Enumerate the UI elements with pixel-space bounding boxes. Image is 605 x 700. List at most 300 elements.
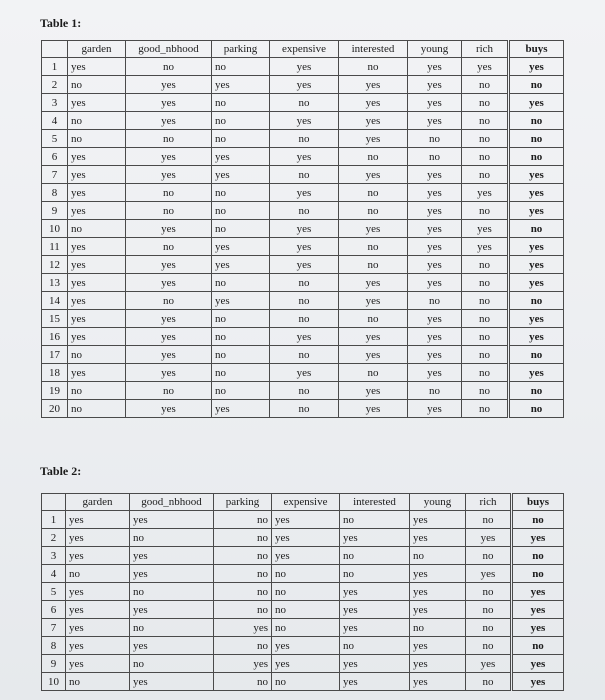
garden-cell: yes [66,529,130,547]
buys-cell: yes [509,166,564,184]
parking-cell: no [214,547,272,565]
expensive-cell: no [270,166,339,184]
interested-cell: yes [339,274,408,292]
garden-cell: yes [66,583,130,601]
young-cell: yes [408,58,462,76]
good-nbhood-cell: no [126,382,212,400]
young-cell: yes [408,274,462,292]
expensive-cell: yes [272,547,340,565]
expensive-cell: yes [270,328,339,346]
rich-cell: no [462,292,509,310]
row-index: 3 [42,547,66,565]
buys-cell: no [509,130,564,148]
rich-cell: no [462,274,509,292]
table-row [42,238,564,256]
good-nbhood-cell: yes [126,94,212,112]
table-row [42,655,564,673]
interested-cell: no [339,184,408,202]
buys-cell: no [512,637,564,655]
interested-cell: yes [340,619,410,637]
table-row [42,601,564,619]
rich-cell: no [466,547,512,565]
rich-cell: no [466,619,512,637]
garden-cell: yes [68,166,126,184]
young-cell: yes [408,310,462,328]
expensive-cell: yes [270,76,339,94]
buys-cell: no [512,547,564,565]
parking-cell: no [212,346,270,364]
expensive-cell: no [270,346,339,364]
rich-cell: no [462,328,509,346]
garden-cell: no [68,130,126,148]
expensive-cell: no [270,274,339,292]
buys-cell: no [509,400,564,418]
young-cell: yes [410,637,466,655]
rich-cell: no [462,256,509,274]
row-index: 14 [42,292,68,310]
parking-cell: no [212,328,270,346]
interested-cell: no [339,238,408,256]
table-row [42,637,564,655]
header-rich: rich [462,41,509,58]
interested-cell: yes [339,130,408,148]
interested-cell: no [339,310,408,328]
parking-cell: no [212,202,270,220]
parking-cell: no [212,112,270,130]
young-cell: yes [408,94,462,112]
table-row [42,112,564,130]
table-row [42,310,564,328]
buys-cell: yes [509,202,564,220]
table-row [42,346,564,364]
parking-cell: no [212,94,270,112]
row-index: 9 [42,655,66,673]
expensive-cell: no [270,202,339,220]
expensive-cell: no [270,400,339,418]
buys-cell: yes [509,274,564,292]
rich-cell: yes [466,529,512,547]
young-cell: yes [408,112,462,130]
good-nbhood-cell: yes [130,565,214,583]
rich-cell: no [462,94,509,112]
garden-cell: no [66,565,130,583]
good-nbhood-cell: no [126,292,212,310]
young-cell: yes [410,601,466,619]
header-buys: buys [509,41,564,58]
young-cell: yes [408,202,462,220]
young-cell: yes [410,511,466,529]
interested-cell: yes [340,583,410,601]
row-index: 1 [42,58,68,76]
table-1-header-row [42,41,564,58]
parking-cell: yes [212,256,270,274]
interested-cell: yes [339,220,408,238]
garden-cell: yes [68,364,126,382]
row-index: 10 [42,673,66,691]
parking-cell: yes [212,400,270,418]
table-row [42,184,564,202]
young-cell: yes [408,328,462,346]
garden-cell: yes [68,202,126,220]
young-cell: no [410,619,466,637]
interested-cell: yes [339,112,408,130]
young-cell: yes [410,529,466,547]
buys-cell: yes [509,310,564,328]
row-index: 7 [42,166,68,184]
table-row [42,364,564,382]
row-index: 9 [42,202,68,220]
garden-cell: yes [68,58,126,76]
table-row [42,94,564,112]
garden-cell: yes [68,256,126,274]
garden-cell: no [66,673,130,691]
expensive-cell: no [270,292,339,310]
table-1 [41,40,564,418]
table-2-header-row [42,494,564,511]
parking-cell: no [212,382,270,400]
table-row [42,292,564,310]
row-index: 20 [42,400,68,418]
expensive-cell: no [270,310,339,328]
garden-cell: yes [66,619,130,637]
good-nbhood-cell: no [130,619,214,637]
parking-cell: yes [214,655,272,673]
row-index: 11 [42,238,68,256]
young-cell: yes [408,76,462,94]
good-nbhood-cell: no [126,130,212,148]
interested-cell: yes [340,655,410,673]
young-cell: yes [408,238,462,256]
row-index: 3 [42,94,68,112]
buys-cell: yes [512,529,564,547]
young-cell: no [408,148,462,166]
garden-cell: yes [66,637,130,655]
expensive-cell: no [272,619,340,637]
row-index: 4 [42,565,66,583]
rich-cell: no [462,382,509,400]
young-cell: yes [408,400,462,418]
good-nbhood-cell: yes [126,364,212,382]
expensive-cell: yes [270,256,339,274]
young-cell: yes [408,256,462,274]
buys-cell: yes [512,619,564,637]
garden-cell: no [68,346,126,364]
rich-cell: no [462,130,509,148]
young-cell: yes [410,673,466,691]
interested-cell: yes [340,601,410,619]
interested-cell: yes [339,76,408,94]
interested-cell: no [339,148,408,166]
parking-cell: no [212,220,270,238]
garden-cell: no [68,220,126,238]
expensive-cell: no [270,94,339,112]
expensive-cell: no [272,601,340,619]
table-row [42,166,564,184]
row-index: 10 [42,220,68,238]
row-index: 15 [42,310,68,328]
table-row [42,547,564,565]
rich-cell: yes [462,220,509,238]
expensive-cell: no [272,673,340,691]
rich-cell: no [462,400,509,418]
interested-cell: no [340,547,410,565]
rich-cell: no [462,202,509,220]
good-nbhood-cell: no [130,583,214,601]
parking-cell: no [212,130,270,148]
rich-cell: yes [466,655,512,673]
table-row [42,565,564,583]
parking-cell: no [212,274,270,292]
interested-cell: yes [339,382,408,400]
good-nbhood-cell: no [126,238,212,256]
header-good-nbhood: good_nbhood [126,41,212,58]
good-nbhood-cell: yes [130,511,214,529]
good-nbhood-cell: yes [126,400,212,418]
parking-cell: yes [212,148,270,166]
good-nbhood-cell: yes [130,547,214,565]
expensive-cell: yes [270,238,339,256]
parking-cell: yes [212,166,270,184]
table-row [42,58,564,76]
good-nbhood-cell: yes [130,637,214,655]
young-cell: yes [408,220,462,238]
parking-cell: no [212,310,270,328]
rich-cell: no [462,364,509,382]
garden-cell: yes [68,292,126,310]
row-index: 19 [42,382,68,400]
interested-cell: no [340,511,410,529]
header-buys: buys [512,494,564,511]
expensive-cell: yes [270,112,339,130]
row-index: 4 [42,112,68,130]
header-garden: garden [66,494,130,511]
parking-cell: yes [212,76,270,94]
buys-cell: yes [509,94,564,112]
header-interested: interested [340,494,410,511]
young-cell: yes [410,565,466,583]
interested-cell: yes [340,529,410,547]
good-nbhood-cell: yes [126,256,212,274]
rich-cell: no [466,511,512,529]
row-index: 6 [42,148,68,166]
garden-cell: yes [68,148,126,166]
table-row [42,583,564,601]
parking-cell: yes [214,619,272,637]
table-2 [41,493,564,691]
table-row [42,220,564,238]
good-nbhood-cell: yes [126,220,212,238]
row-index: 8 [42,637,66,655]
expensive-cell: yes [270,184,339,202]
parking-cell: no [212,184,270,202]
buys-cell: yes [509,58,564,76]
expensive-cell: no [272,565,340,583]
young-cell: yes [410,583,466,601]
garden-cell: yes [66,601,130,619]
garden-cell: yes [68,274,126,292]
garden-cell: yes [66,511,130,529]
interested-cell: yes [339,346,408,364]
garden-cell: yes [68,310,126,328]
header-garden: garden [68,41,126,58]
young-cell: no [408,382,462,400]
interested-cell: yes [339,94,408,112]
buys-cell: yes [509,328,564,346]
row-index: 16 [42,328,68,346]
rich-cell: yes [462,238,509,256]
buys-cell: yes [512,673,564,691]
table-row [42,619,564,637]
row-index: 12 [42,256,68,274]
table-1-body [42,58,564,418]
young-cell: yes [408,364,462,382]
good-nbhood-cell: no [130,655,214,673]
row-index: 18 [42,364,68,382]
expensive-cell: no [272,583,340,601]
row-index: 17 [42,346,68,364]
garden-cell: yes [68,328,126,346]
garden-cell: no [68,112,126,130]
header-rich: rich [466,494,512,511]
rich-cell: no [462,112,509,130]
garden-cell: yes [68,238,126,256]
rich-cell: no [466,601,512,619]
header-index [42,41,68,58]
rich-cell: no [462,76,509,94]
parking-cell: no [214,583,272,601]
table-row [42,256,564,274]
buys-cell: no [509,382,564,400]
table-row [42,76,564,94]
garden-cell: no [68,382,126,400]
young-cell: yes [408,166,462,184]
header-young: young [410,494,466,511]
parking-cell: yes [212,292,270,310]
interested-cell: yes [339,292,408,310]
young-cell: no [410,547,466,565]
parking-cell: no [214,511,272,529]
table-row [42,511,564,529]
rich-cell: no [466,637,512,655]
row-index: 2 [42,529,66,547]
rich-cell: yes [466,565,512,583]
good-nbhood-cell: yes [130,673,214,691]
expensive-cell: no [270,130,339,148]
expensive-cell: yes [272,529,340,547]
table-row [42,274,564,292]
rich-cell: no [462,148,509,166]
expensive-cell: yes [270,148,339,166]
good-nbhood-cell: yes [126,112,212,130]
expensive-cell: yes [272,511,340,529]
buys-cell: yes [512,583,564,601]
expensive-cell: yes [272,637,340,655]
buys-cell: no [509,76,564,94]
garden-cell: yes [68,94,126,112]
garden-cell: no [68,76,126,94]
table-2-body [42,511,564,691]
buys-cell: no [509,220,564,238]
good-nbhood-cell: yes [126,274,212,292]
expensive-cell: yes [272,655,340,673]
table-row [42,400,564,418]
rich-cell: yes [462,58,509,76]
young-cell: yes [408,184,462,202]
interested-cell: no [339,58,408,76]
table-1-caption: Table 1: [40,16,82,30]
row-index: 8 [42,184,68,202]
good-nbhood-cell: no [126,184,212,202]
row-index: 7 [42,619,66,637]
expensive-cell: no [270,382,339,400]
rich-cell: no [462,346,509,364]
young-cell: no [408,130,462,148]
garden-cell: no [68,400,126,418]
header-index [42,494,66,511]
good-nbhood-cell: yes [126,166,212,184]
header-good-nbhood: good_nbhood [130,494,214,511]
buys-cell: yes [512,601,564,619]
row-index: 2 [42,76,68,94]
buys-cell: no [509,112,564,130]
interested-cell: no [340,637,410,655]
header-young: young [408,41,462,58]
interested-cell: yes [339,166,408,184]
interested-cell: yes [339,328,408,346]
buys-cell: no [509,292,564,310]
table-row [42,148,564,166]
garden-cell: yes [66,547,130,565]
buys-cell: no [512,565,564,583]
table-row [42,328,564,346]
good-nbhood-cell: yes [126,76,212,94]
table-row [42,382,564,400]
interested-cell: no [339,256,408,274]
buys-cell: no [512,511,564,529]
garden-cell: yes [66,655,130,673]
interested-cell: yes [339,400,408,418]
good-nbhood-cell: no [126,58,212,76]
rich-cell: no [466,673,512,691]
interested-cell: no [339,202,408,220]
header-interested: interested [339,41,408,58]
rich-cell: no [462,166,509,184]
good-nbhood-cell: yes [126,310,212,328]
row-index: 13 [42,274,68,292]
table-row [42,130,564,148]
parking-cell: no [214,529,272,547]
buys-cell: yes [509,364,564,382]
buys-cell: no [509,346,564,364]
buys-cell: yes [509,184,564,202]
buys-cell: yes [512,655,564,673]
parking-cell: no [214,673,272,691]
interested-cell: no [339,364,408,382]
expensive-cell: yes [270,364,339,382]
young-cell: yes [408,346,462,364]
good-nbhood-cell: no [130,529,214,547]
parking-cell: no [212,58,270,76]
row-index: 5 [42,130,68,148]
young-cell: no [408,292,462,310]
buys-cell: no [509,148,564,166]
table-2-caption: Table 2: [40,464,82,478]
parking-cell: no [212,364,270,382]
young-cell: yes [410,655,466,673]
header-expensive: expensive [270,41,339,58]
interested-cell: no [340,565,410,583]
good-nbhood-cell: no [126,202,212,220]
